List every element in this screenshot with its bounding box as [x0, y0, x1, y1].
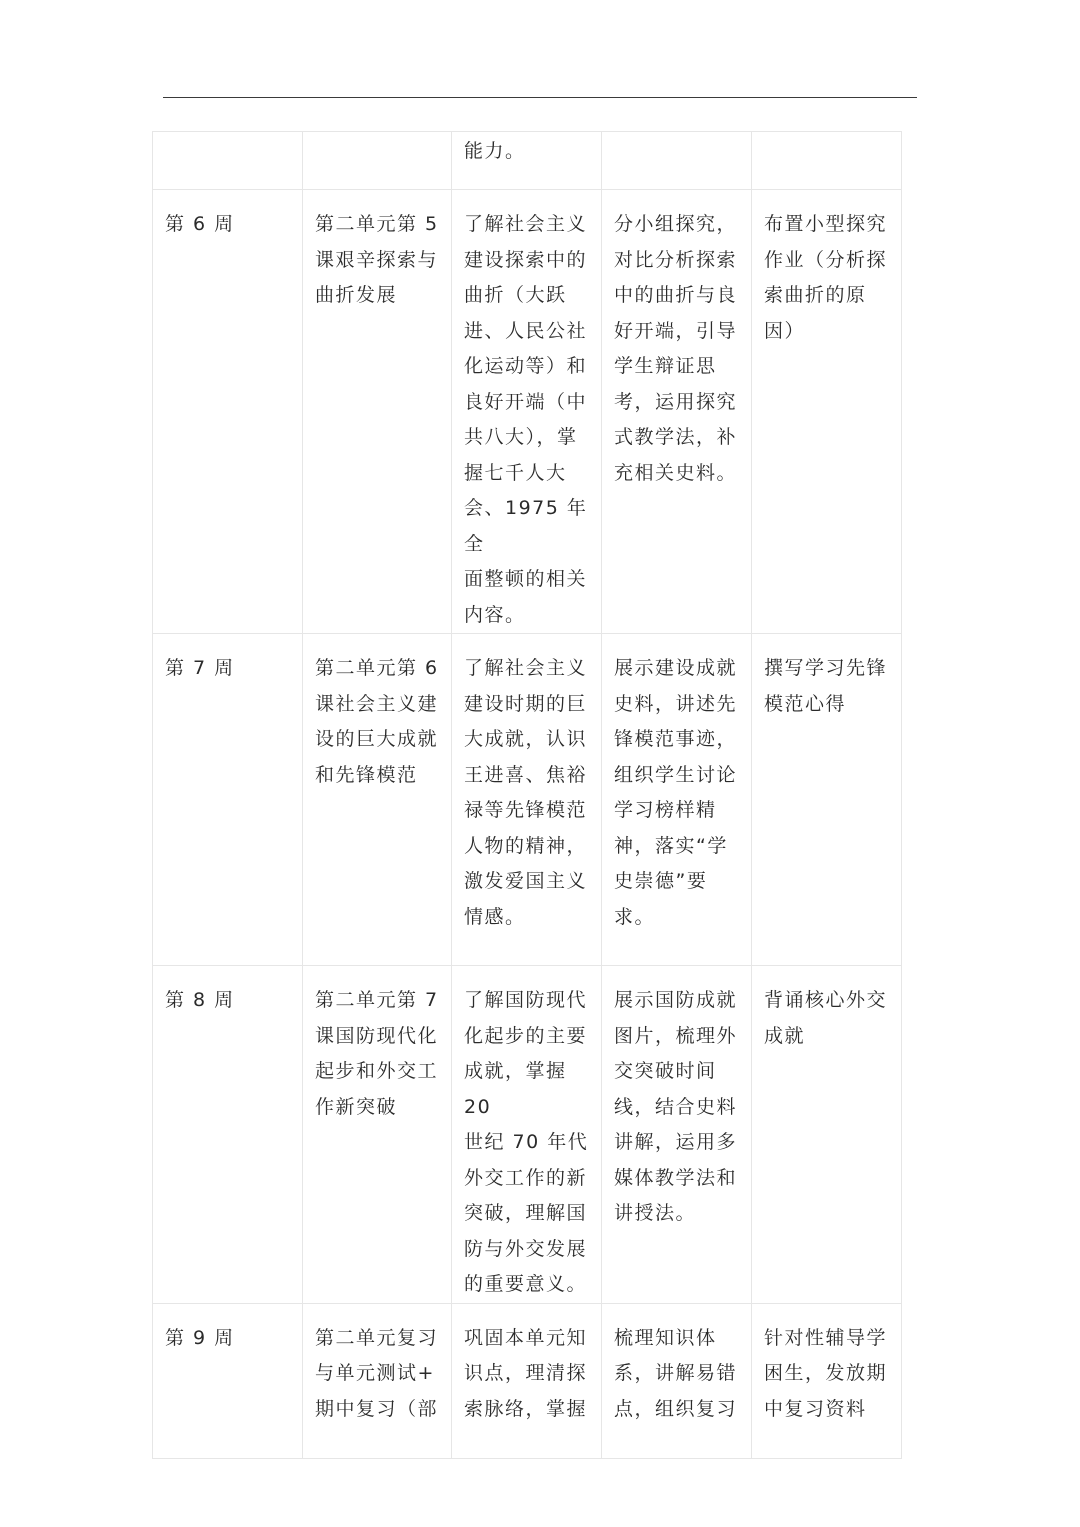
week-cell	[153, 966, 303, 1304]
homework-cell	[752, 634, 902, 966]
lesson-text: 第二单元复习 与单元测试+ 期中复习（部	[315, 1326, 439, 1420]
goal-cell	[452, 190, 602, 634]
lesson-cell	[303, 132, 452, 190]
method-cell	[602, 132, 752, 190]
homework-text: 撰写学习先锋 模范心得	[764, 657, 888, 715]
method-cell	[602, 190, 752, 634]
goal-text: 了解社会主义 建设探索中的 曲折（大跃 进、人民公社 化运动等）和 良好开端（中 共八大），掌 握七千人大 会、1975 年全 面整顿的相关 内容。	[464, 213, 588, 626]
homework-text: 针对性辅导学 困生，发放期 中复习资料	[764, 1326, 888, 1420]
goal-text: 能力。	[464, 140, 526, 162]
goal-cell	[452, 132, 602, 190]
goal-cell	[452, 1303, 602, 1458]
method-cell	[602, 634, 752, 966]
lesson-text: 第二单元第 6 课社会主义建 设的巨大成就 和先锋模范	[315, 657, 439, 786]
lesson-cell	[303, 966, 452, 1304]
homework-cell	[752, 190, 902, 634]
homework-text: 背诵核心外交 成就	[764, 989, 888, 1047]
homework-text: 布置小型探究 作业（分析探 索曲折的原 因）	[764, 213, 888, 342]
goal-text: 巩固本单元知 识点，理清探 索脉络，掌握	[464, 1326, 588, 1420]
method-cell	[602, 1303, 752, 1458]
homework-cell	[752, 966, 902, 1304]
week-text: 第 6 周	[165, 213, 235, 235]
week-text: 第 8 周	[165, 989, 235, 1011]
method-text: 展示国防成就 图片，梳理外 交突破时间 线，结合史料 讲解，运用多 媒体教学法和 讲授法。	[614, 989, 738, 1224]
lesson-cell	[303, 190, 452, 634]
goal-text: 了解社会主义 建设时期的巨 大成就，认识 王进喜、焦裕 禄等先锋模范 人物的精神， 激发爱国主义 情感。	[464, 657, 588, 928]
homework-cell	[752, 1303, 902, 1458]
week-text: 第 9 周	[165, 1326, 235, 1349]
header-rule	[163, 97, 917, 98]
lesson-text: 第二单元第 7 课国防现代化 起步和外交工 作新突破	[315, 989, 439, 1118]
lesson-text: 第二单元第 5 课艰辛探索与 曲折发展	[315, 213, 439, 306]
table-row	[153, 132, 902, 190]
week-cell	[153, 132, 303, 190]
method-cell	[602, 966, 752, 1304]
method-text: 展示建设成就 史料，讲述先 锋模范事迹， 组织学生讨论 学习榜样精 神，落实“学 史崇德”要 求。	[614, 657, 738, 928]
goal-text: 了解国防现代 化起步的主要 成就，掌握 20 世纪 70 年代 外交工作的新 突破，理解国 防与外交发展 的重要意义。	[464, 989, 589, 1295]
method-text: 梳理知识体 系，讲解易错 点，组织复习	[614, 1326, 738, 1420]
week-text: 第 7 周	[165, 657, 235, 679]
week-cell	[153, 190, 303, 634]
table-row	[153, 634, 902, 966]
week-cell	[153, 1303, 303, 1458]
table-row	[153, 190, 902, 634]
table-row	[153, 1303, 902, 1458]
week-cell	[153, 634, 303, 966]
lesson-cell	[303, 634, 452, 966]
goal-cell	[452, 634, 602, 966]
method-text: 分小组探究， 对比分析探索 中的曲折与良 好开端，引导 学生辩证思 考，运用探究 式教学法，补 充相关史料。	[614, 213, 738, 484]
goal-cell	[452, 966, 602, 1304]
homework-cell	[752, 132, 902, 190]
teaching-plan-table	[152, 131, 902, 1459]
lesson-cell	[303, 1303, 452, 1458]
table-row	[153, 966, 902, 1304]
